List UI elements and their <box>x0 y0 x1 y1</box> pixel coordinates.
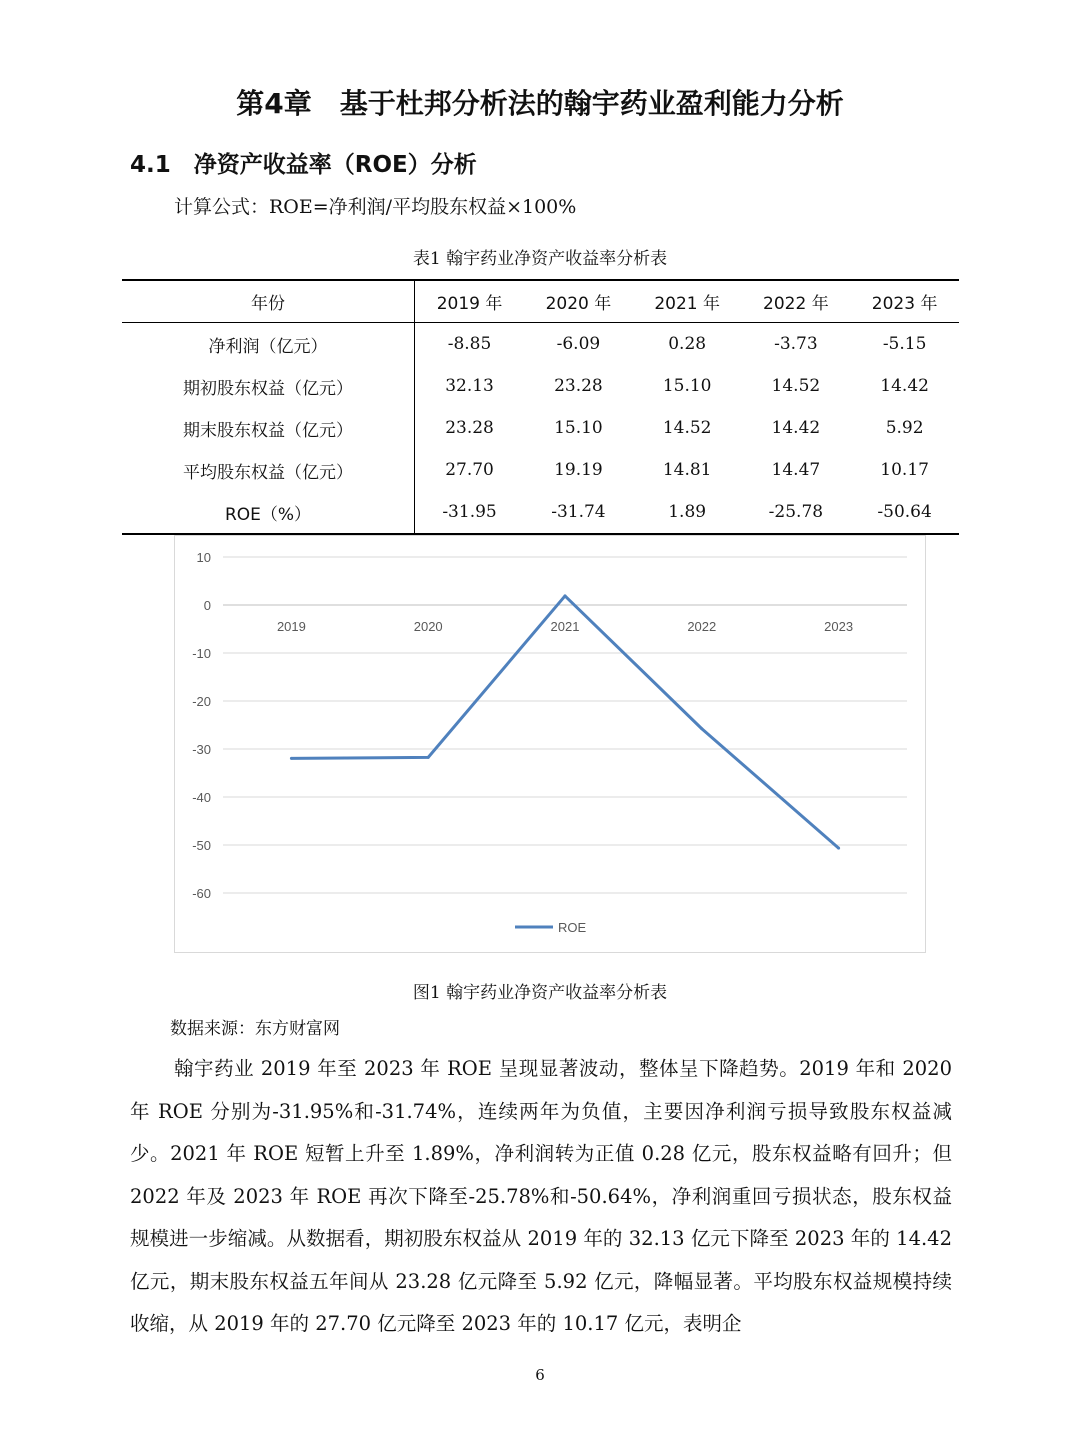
data-source: 数据来源：东方财富网 <box>170 1019 340 1039</box>
row-label: ROE（%） <box>122 491 415 534</box>
table-cell: -31.74 <box>524 491 633 534</box>
table-cell: -8.85 <box>447 334 492 354</box>
table-cell: 5.92 <box>885 418 924 438</box>
y-tick-label: -10 <box>192 646 211 661</box>
table-cell: 32.13 <box>445 376 494 396</box>
header-label: 年份 <box>122 280 415 323</box>
table-cell: 19.19 <box>554 460 603 480</box>
y-tick-label: -60 <box>192 886 211 901</box>
table-cell: -6.09 <box>556 334 601 354</box>
roe-table <box>122 279 959 535</box>
table-cell: 15.10 <box>662 376 712 396</box>
table-cell: 1.89 <box>633 491 742 534</box>
year-header: 2019 年 <box>415 280 525 323</box>
x-tick-label: 2019 <box>276 619 306 634</box>
table-cell: 14.42 <box>771 418 821 438</box>
table-cell: 14.42 <box>880 376 929 396</box>
x-tick-label: 2021 <box>550 619 580 634</box>
table-cell: 14.47 <box>771 460 821 480</box>
y-tick-label: -30 <box>192 742 211 757</box>
data-point <box>564 594 567 597</box>
year-header: 2020 年 <box>524 280 633 323</box>
legend-label: ROE <box>558 920 587 935</box>
x-tick-label: 2023 <box>824 619 854 634</box>
data-point <box>837 847 840 850</box>
section-title: 4.1 净资产收益率（ROE）分析 <box>130 152 477 178</box>
data-point <box>700 727 703 730</box>
y-tick-label: -50 <box>192 838 211 853</box>
y-tick-label: -40 <box>192 790 211 805</box>
figure-caption: 图1 翰宇药业净资产收益率分析表 <box>412 983 668 1003</box>
chapter-title: 第4章 基于杜邦分析法的翰宇药业盈利能力分析 <box>236 87 844 120</box>
row-label: 期末股东权益（亿元） <box>122 407 415 449</box>
table-header-row <box>122 280 959 323</box>
table-cell: -25.78 <box>742 491 851 534</box>
table-row <box>122 365 959 407</box>
table-cell: -50.64 <box>850 491 959 534</box>
data-point <box>290 757 293 760</box>
table-cell: 14.81 <box>662 460 712 480</box>
table-row <box>122 491 959 534</box>
table-cell: 15.10 <box>554 418 603 438</box>
table-cell: 27.70 <box>445 460 494 480</box>
page-number: 6 <box>535 1366 545 1384</box>
data-point <box>427 756 430 759</box>
row-label: 净利润（亿元） <box>122 323 415 366</box>
y-tick-label: 0 <box>203 598 211 613</box>
table-cell: 14.52 <box>662 418 712 438</box>
table-row <box>122 407 959 449</box>
x-tick-label: 2022 <box>687 619 717 634</box>
year-header: 2022 年 <box>742 280 851 323</box>
table-cell: 23.28 <box>554 376 603 396</box>
row-label: 期初股东权益（亿元） <box>122 365 415 407</box>
y-tick-label: -20 <box>192 694 211 709</box>
table-row <box>122 323 959 366</box>
table-cell: -3.73 <box>774 334 818 354</box>
formula-text: 计算公式：ROE=净利润/平均股东权益×100% <box>174 196 577 218</box>
table-cell: -31.95 <box>415 491 525 534</box>
table-row <box>122 449 959 491</box>
y-tick-label: 10 <box>196 550 211 565</box>
x-tick-label: 2020 <box>413 619 443 634</box>
year-header: 2021 年 <box>633 280 742 323</box>
table-cell: 10.17 <box>880 460 929 480</box>
year-header: 2023 年 <box>850 280 959 323</box>
table-cell: -5.15 <box>882 334 927 354</box>
roe-line-chart <box>175 536 925 952</box>
table-cell: 0.28 <box>668 334 707 354</box>
table-cell: 23.28 <box>445 418 494 438</box>
row-label: 平均股东权益（亿元） <box>122 449 415 491</box>
roe-chart <box>174 535 926 953</box>
table-cell: 14.52 <box>771 376 821 396</box>
body-paragraph: 翰宇药业 2019 年至 2023 年 ROE 呈现显著波动，整体呈下降趋势。2019 年和 2020 年 ROE 分别为-31.95%和-31.74%，连续两年为负值，主要因净利润亏损导致股东权益减少。2021 年 ROE 短暂上升至 1.89%，净利润转为正值 0.28 亿元，股东权益略有回升；但 2022 年及 2023 年 ROE 再次下降至-25.78%和-50.64%，净利润重回亏损状态，股东权益规模进一步缩减。从数据看，期初股东权益从 2019 年的 32.13 亿元下降至 2023 年的 14.42 亿元，期末股东权益五年间从 23.28 亿元降至 5.92 亿元，降幅显著。平均股东权益规模持续收缩，从 2019 年的 27.70 亿元降至 2023 年的 10.17 亿元，表明企 <box>130 1057 952 1335</box>
table-caption: 表1 翰宇药业净资产收益率分析表 <box>412 249 668 269</box>
